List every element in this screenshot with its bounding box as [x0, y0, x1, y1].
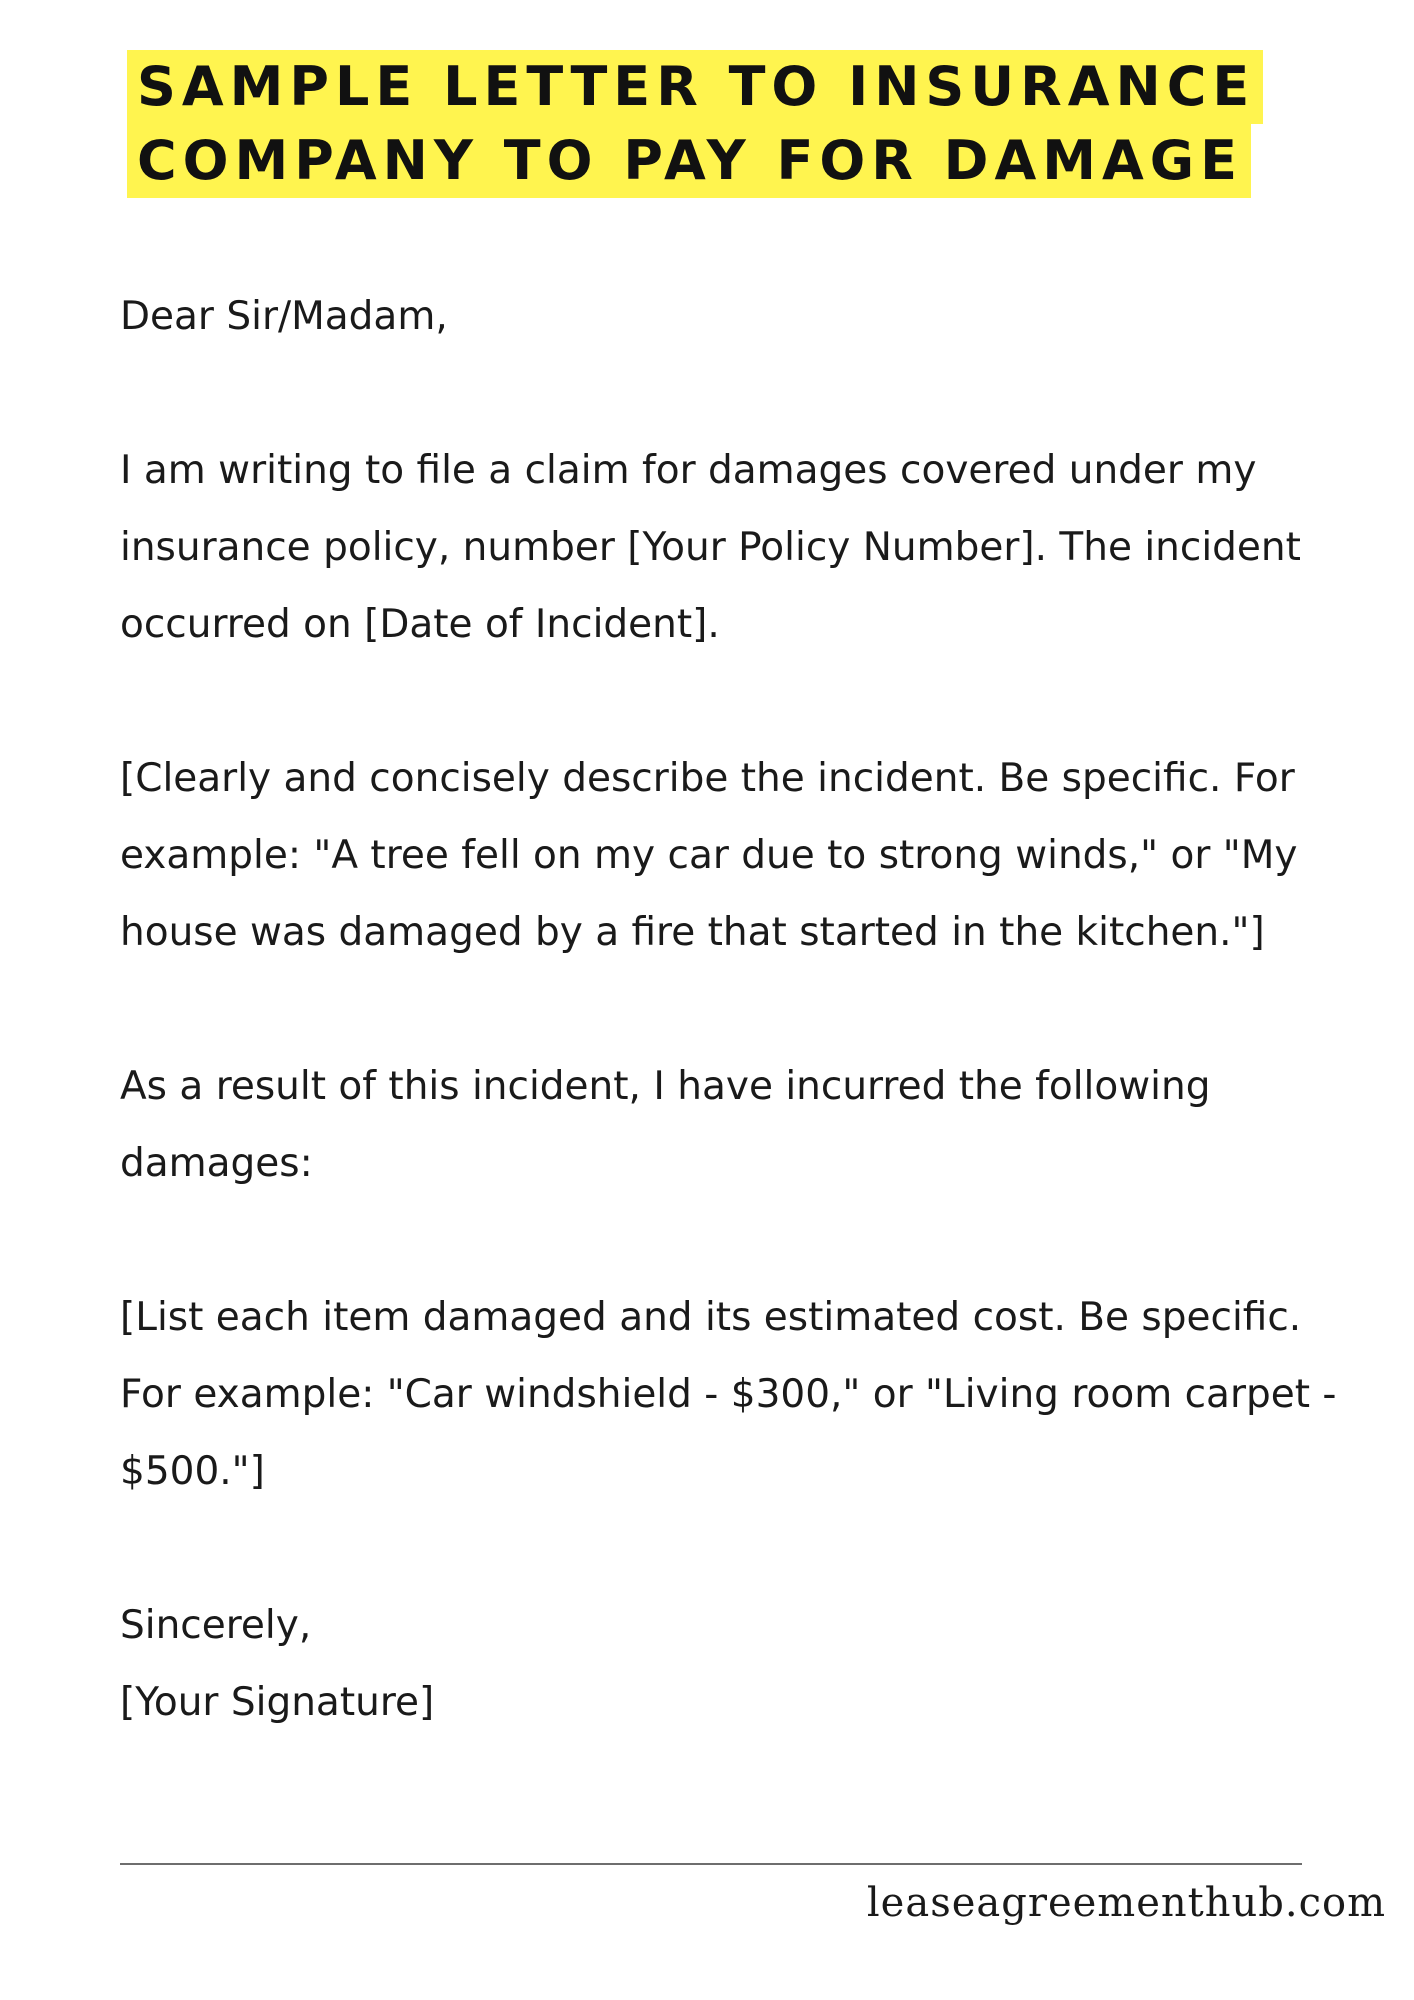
paragraph-spacer	[120, 355, 1350, 432]
salutation: Dear Sir/Madam,	[120, 294, 448, 339]
incident-description-paragraph: [Clearly and concisely describe the incident. Be specific. For example: "A tree fell on my car due to strong winds," or "My house was damaged by a fire that started in the kitchen."]	[120, 756, 1298, 955]
letter-title	[127, 50, 1256, 198]
website-footer: leaseagreementhub.com	[866, 1880, 1386, 1926]
title-line-1: SAMPLE LETTER TO INSURANCE	[127, 50, 1263, 124]
title-line-2: COMPANY TO PAY FOR DAMAGE	[127, 124, 1251, 198]
closing: Sincerely,	[120, 1603, 312, 1648]
letter-body	[120, 278, 1350, 1741]
paragraph-spacer	[120, 1202, 1350, 1279]
paragraph-spacer	[120, 1510, 1350, 1587]
claim-intro-paragraph: I am writing to file a claim for damages covered under my insurance policy, number [Your Policy Number]. The incident occurred on [Date of Incident].	[120, 448, 1301, 647]
paragraph-spacer	[120, 663, 1350, 740]
damages-intro-paragraph: As a result of this incident, I have incurred the following damages:	[120, 1064, 1211, 1186]
paragraph-spacer	[120, 971, 1350, 1048]
signature: [Your Signature]	[120, 1680, 435, 1725]
footer-divider	[120, 1863, 1302, 1865]
damages-list-paragraph: [List each item damaged and its estimated cost. Be specific. For example: "Car windshield - $300," or "Living room carpet - $500."]	[120, 1295, 1337, 1494]
